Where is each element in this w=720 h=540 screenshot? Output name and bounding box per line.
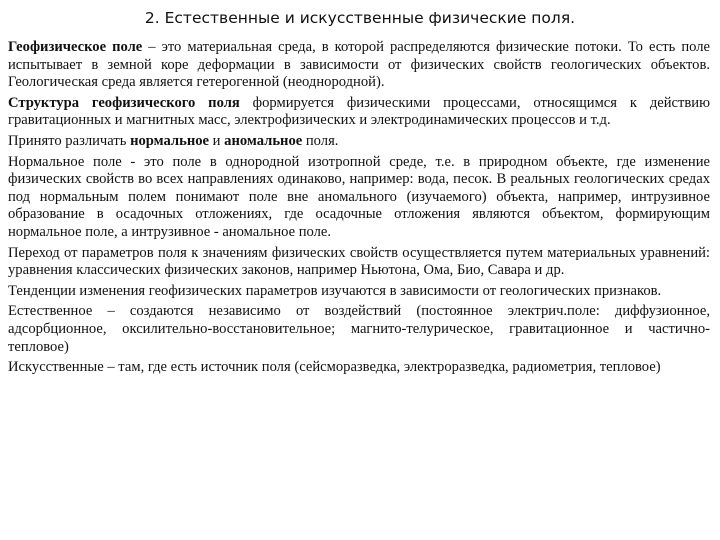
types-end: поля. xyxy=(302,132,339,149)
types-and: и xyxy=(209,132,225,149)
structure-text: формируется физическими процессами, относящимся к действию гравитационных и магнитных масс, электрофизических и электродинамических процессов и т.д. xyxy=(8,94,711,129)
paragraph-field-structure xyxy=(8,95,710,130)
term-field-structure: Структура геофизического поля xyxy=(8,94,240,111)
paragraph-geophysical-field xyxy=(8,39,710,92)
paragraph-tendencies: Тенденции изменения геофизических параметров изучаются в зависимости от геологических признаков. xyxy=(8,282,662,299)
paragraph-normal-field: Нормальное поле - это поле в однородной изотропной среде, т.е. в природном объекте, где изменение физических свойств во всех направлениях одинаково, например: вода, песок. В реальных геологических средах под нормальным полем понимают поле вне аномального (изучаемого) объекта, например, интрузивное образование в осадочных отложениях, где осадочные отложения являются объектом, формирующим нормальное поле, а интрузивное - аномальное поле. xyxy=(8,153,710,240)
term-geophysical-field: Геофизическое поле xyxy=(8,39,143,55)
paragraph-material-equations: Переход от параметров поля к значениям физических свойств осуществляется путем материальных уравнений: уравнения классических физических законов, например Ньютона, Ома, Био, Савара и др. xyxy=(8,244,710,279)
term-anomalous: аномальное xyxy=(224,132,303,149)
paragraph-natural-fields: Естественное – создаются независимо от воздействий (постоянное электрич.поле: диффузионное, адсорбционное, оксилительно-восстановительное; магнито-телурическое, гравитационное и частично-тепловое) xyxy=(8,303,710,355)
definition-text: – это материальная среда, в которой распределяются физические потоки. То есть поле испытывает в земной коре деформации в зависимости от физических свойств геологических объектов. Геологическая среда является гетерогенной (неоднородной). xyxy=(8,39,710,91)
paragraph-artificial-fields: Искусственные – там, где есть источник поля (сейсморазведка, электроразведка, радиометрия, тепловое) xyxy=(8,359,661,376)
types-intro: Принято различать xyxy=(8,132,131,149)
slide-title: 2. Естественные и искусственные физические поля. xyxy=(144,9,576,27)
paragraph-field-types xyxy=(8,133,710,151)
term-normal: нормальное xyxy=(130,132,210,149)
slide-body xyxy=(8,39,710,380)
